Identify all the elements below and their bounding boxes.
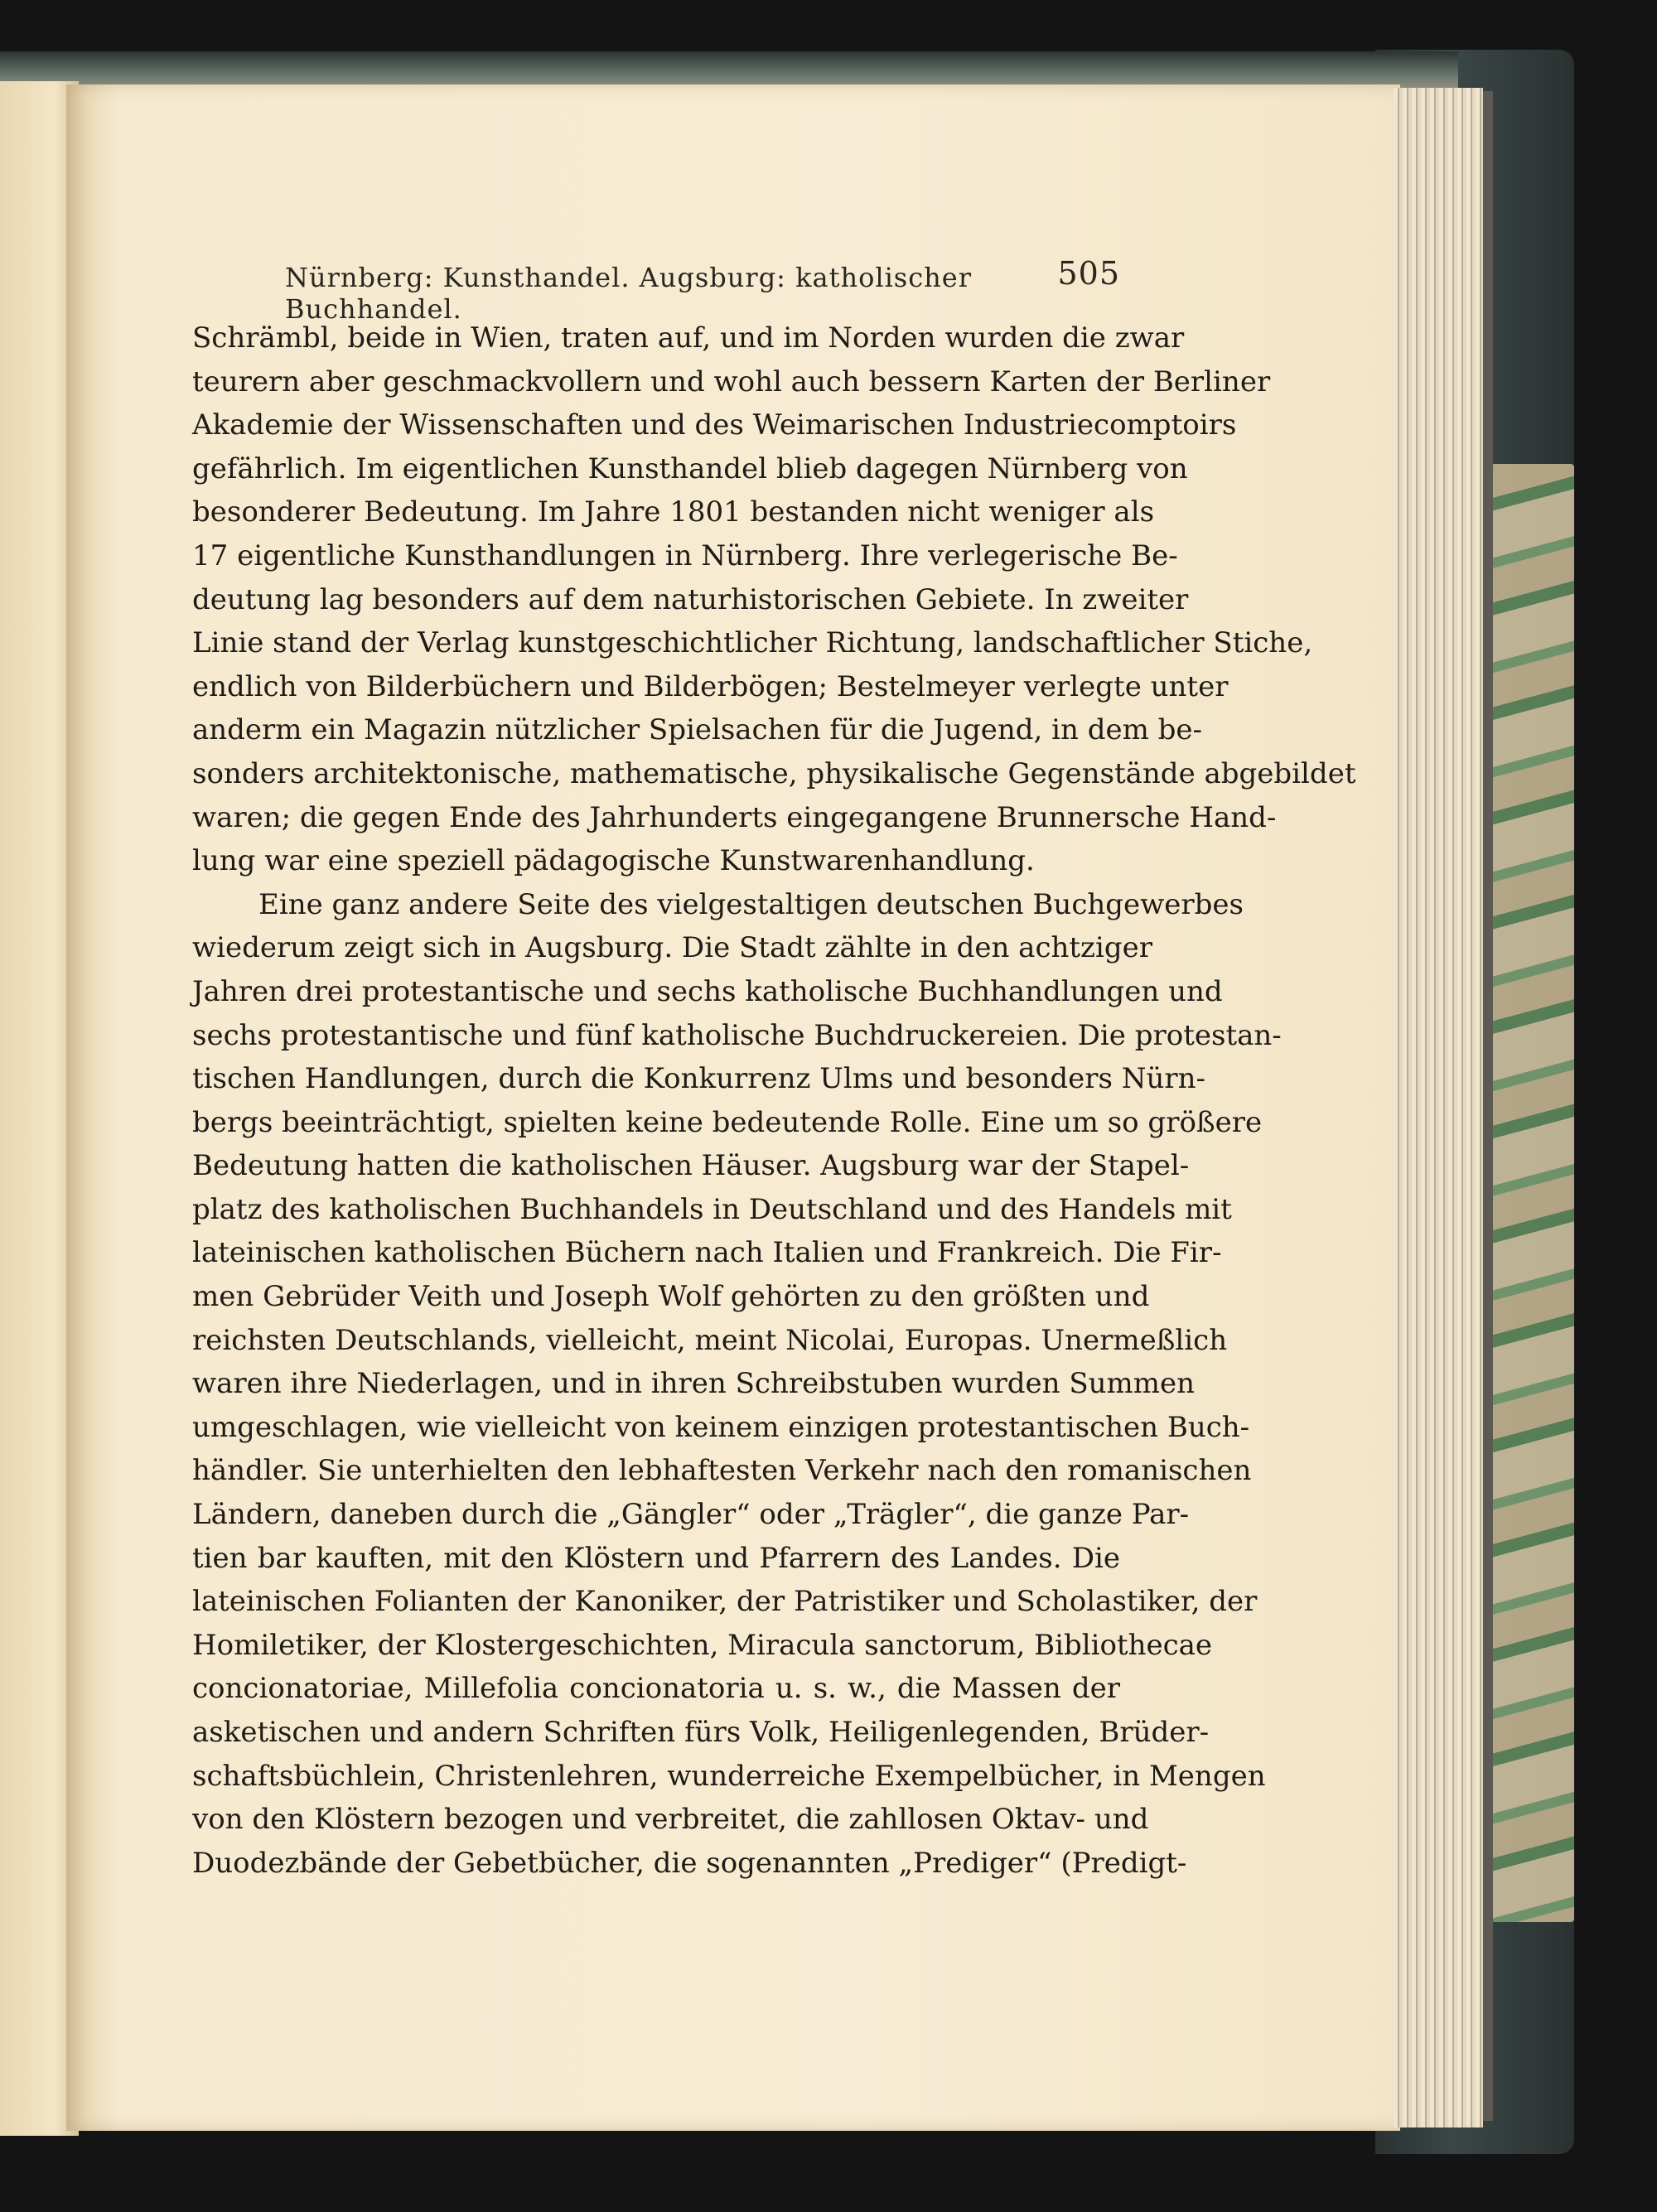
text-line: besonderer Bedeutung. Im Jahre 1801 bestanden nicht weniger als	[192, 495, 1155, 529]
text-line: tischen Handlungen, durch die Konkurrenz Ulms und besonders Nürn-	[192, 1062, 1206, 1096]
marbled-edge	[1491, 464, 1574, 1922]
text-line: von den Klöstern bezogen und verbreitet, die zahllosen Oktav- und	[192, 1803, 1149, 1837]
text-line: waren ihre Niederlagen, und in ihren Schreibstuben wurden Summen	[192, 1367, 1196, 1401]
page-number: 505	[1057, 255, 1120, 292]
text-line: bergs beeinträchtigt, spielten keine bedeutende Rolle. Eine um so größere	[192, 1105, 1263, 1139]
text-line: Ländern, daneben durch die „Gängler“ oder „Trägler“, die ganze Par-	[192, 1498, 1190, 1532]
paragraph-start-line: Eine ganz andere Seite des vielgestaltigen deutschen Buchgewerbes	[258, 887, 1244, 921]
text-line: deutung lag besonders auf dem naturhistorischen Gebiete. In zweiter	[192, 582, 1189, 616]
text-line: lateinischen Folianten der Kanoniker, der Patristiker und Scholastiker, der	[192, 1585, 1258, 1619]
text-line: platz des katholischen Buchhandels in Deutschland und des Handels mit	[192, 1192, 1232, 1226]
text-line: asketischen und andern Schriften fürs Volk, Heiligenlegenden, Brüder-	[192, 1716, 1210, 1749]
text-line: Bedeutung hatten die katholischen Häuser. Augsburg war der Stapel-	[192, 1149, 1190, 1183]
text-line: tien bar kauften, mit den Klöstern und Pfarrern des Landes. Die	[192, 1541, 1120, 1575]
text-line: Jahren drei protestantische und sechs katholische Buchhandlungen und	[192, 974, 1223, 1008]
text-line: umgeschlagen, wie vielleicht von keinem einzigen protestantischen Buch-	[192, 1410, 1250, 1444]
text-line: 17 eigentliche Kunsthandlungen in Nürnberg. Ihre verlegerische Be-	[192, 539, 1178, 572]
text-line: Homiletiker, der Klostergeschichten, Miracula sanctorum, Bibliothecae	[192, 1628, 1213, 1662]
text-line: Akademie der Wissenschaften und des Weimarischen Industriecomptoirs	[192, 408, 1237, 442]
text-line: reichsten Deutschlands, vielleicht, meint Nicolai, Europas. Unermeßlich	[192, 1323, 1228, 1357]
text-line: sonders architektonische, mathematische, physikalische Gegenstände abgebildet	[192, 756, 1356, 790]
text-line: händler. Sie unterhielten den lebhaftesten Verkehr nach den romanischen	[192, 1454, 1252, 1488]
page-stack-shadow	[1483, 91, 1493, 2121]
text-line: endlich von Bilderbüchern und Bilderbögen; Bestelmeyer verlegte unter	[192, 669, 1229, 703]
text-line: anderm ein Magazin nützlicher Spielsachen für die Jugend, in dem be-	[192, 713, 1203, 747]
text-line: Linie stand der Verlag kunstgeschichtlicher Richtung, landschaftlicher Stiche,	[192, 626, 1313, 660]
text-line: Duodezbände der Gebetbücher, die sogenannten „Prediger“ (Predigt-	[192, 1846, 1187, 1880]
text-line: Schrämbl, beide in Wien, traten auf, und im Norden wurden die zwar	[192, 321, 1185, 355]
text-line: wiederum zeigt sich in Augsburg. Die Stadt zählte in den achtziger	[192, 931, 1152, 965]
text-line: gefährlich. Im eigentlichen Kunsthandel blieb dagegen Nürnberg von	[192, 452, 1188, 485]
text-line: men Gebrüder Veith und Joseph Wolf gehörten zu den größten und	[192, 1280, 1150, 1314]
body-text	[192, 316, 1356, 1885]
text-line: lateinischen katholischen Büchern nach Italien und Frankreich. Die Fir-	[192, 1236, 1222, 1270]
text-line: teurern aber geschmackvollern und wohl auch bessern Karten der Berliner	[192, 365, 1271, 398]
text-line: lung war eine speziell pädagogische Kunstwarenhandlung.	[192, 844, 1035, 878]
text-line: waren; die gegen Ende des Jahrhunderts eingegangene Brunnersche Hand-	[192, 800, 1277, 834]
text-line: concionatoriae, Millefolia concionatoria u. s. w., die Massen der	[192, 1672, 1120, 1706]
running-head	[285, 255, 1120, 325]
text-line: sechs protestantische und fünf katholische Buchdruckereien. Die protestan-	[192, 1018, 1282, 1052]
text-line: schaftsbüchlein, Christenlehren, wunderreiche Exempelbücher, in Mengen	[192, 1759, 1266, 1793]
page-stack-edge	[1394, 88, 1483, 2127]
running-head-title: Nürnberg: Kunsthandel. Augsburg: katholischer Buchhandel.	[285, 262, 972, 325]
